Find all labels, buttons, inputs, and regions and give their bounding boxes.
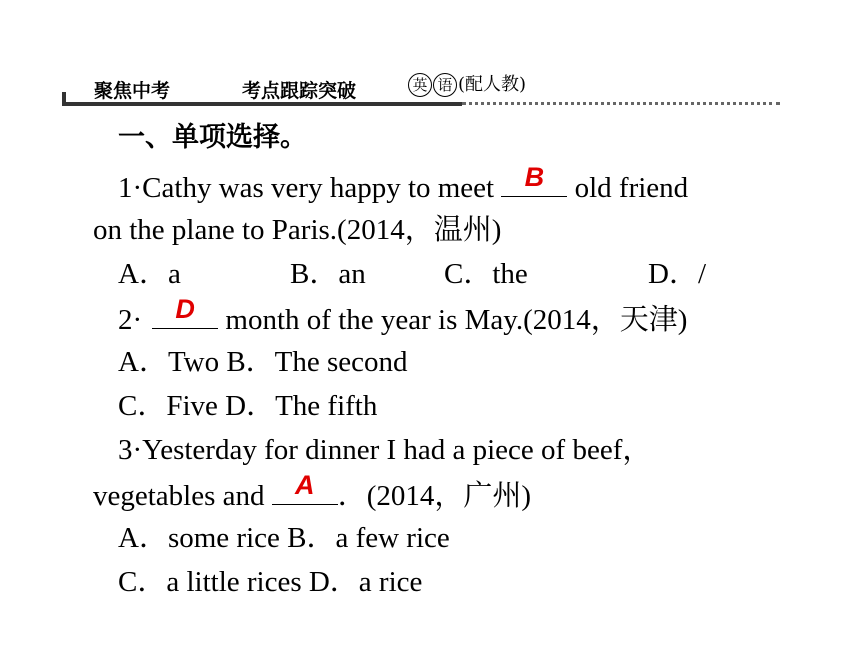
q3-number: 3 <box>118 434 133 466</box>
q1-option-d: D．/ <box>648 258 707 290</box>
q3-answer: A <box>295 470 315 500</box>
q1-option-a: A．a <box>118 258 181 290</box>
q1-options <box>118 260 738 292</box>
header-title-left: 聚焦中考 <box>94 80 171 102</box>
q3-text: Yesterday for dinner I had a piece of beef， <box>142 434 652 466</box>
section-title: 一、单项选择。 <box>118 122 307 153</box>
subject-badge <box>408 70 526 97</box>
q3-line3: A．some rice B．a few rice <box>118 522 450 554</box>
header-title-right: 考点跟踪突破 <box>242 80 357 102</box>
q2-number: 2 <box>118 304 133 336</box>
q1-line2: on the plane to Paris.(2014，温州) <box>93 214 502 246</box>
q3-text-before: vegetables and <box>93 480 272 512</box>
subject-char-2: 语 <box>433 73 457 97</box>
q2-text-after: month of the year is May.(2014，天津) <box>218 304 688 336</box>
q2-line2: A．Two B．The second <box>118 346 408 378</box>
q2-line1: 2· D month of the year is May.(2014，天津) <box>118 294 688 336</box>
q3-text-after: ．(2014，广州) <box>337 480 532 512</box>
q3-line4: C．a little rices D．a rice <box>118 566 423 598</box>
q2-blank <box>152 294 218 329</box>
page-header <box>62 62 782 112</box>
subject-char-1: 英 <box>408 73 432 97</box>
q3-blank <box>272 470 338 505</box>
q2-line3: C．Five D．The fifth <box>118 390 378 422</box>
q3-line1: 3·Yesterday for dinner I had a piece of beef， <box>118 434 652 466</box>
q1-blank <box>501 162 567 197</box>
q2-answer: D <box>175 294 195 324</box>
q3-line2 <box>93 470 532 512</box>
q1-number: 1 <box>118 172 133 204</box>
edition-label: (配人教) <box>458 74 527 95</box>
q1-option-c: C．the <box>444 258 528 290</box>
q1-text-after: old friend <box>567 172 689 204</box>
header-dotted-rule <box>462 102 780 105</box>
q1-line1: 1·Cathy was very happy to meet B old friend <box>118 162 689 204</box>
q1-option-b: B．an <box>290 258 366 290</box>
q1-answer: B <box>524 162 545 192</box>
q1-text-before: Cathy was very happy to meet <box>142 172 502 204</box>
